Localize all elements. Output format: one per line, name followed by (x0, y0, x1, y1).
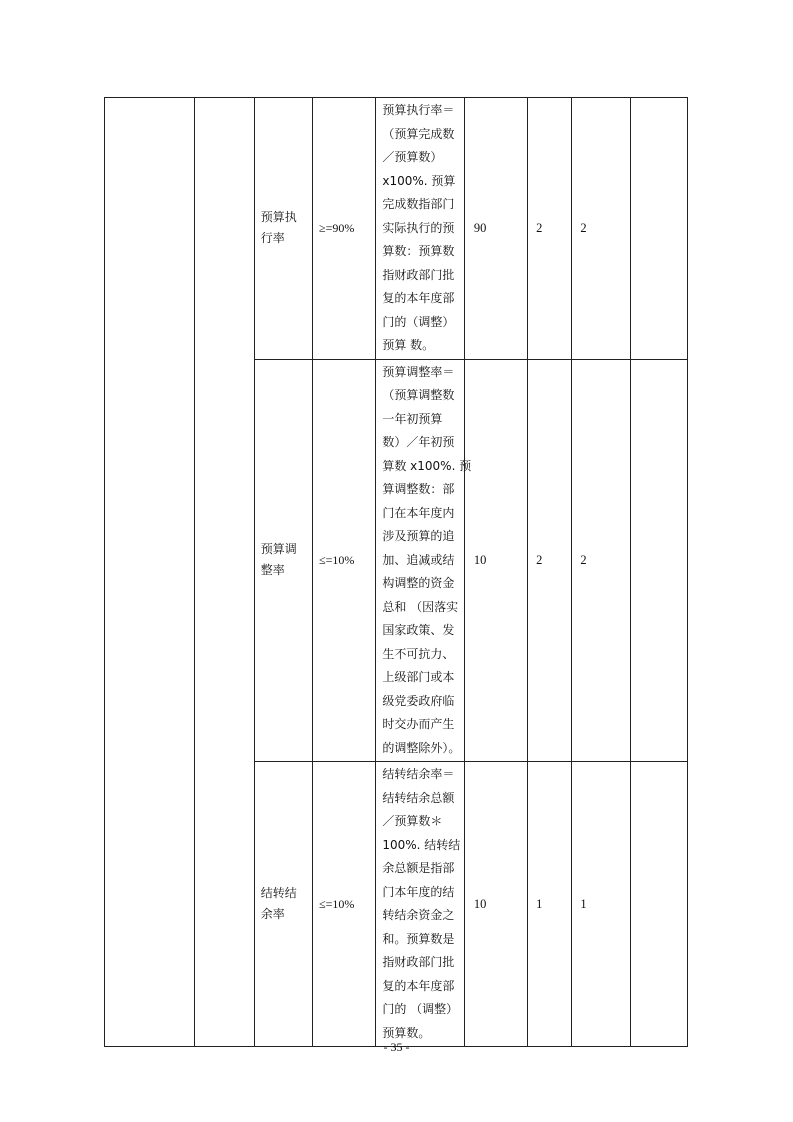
weight-cell: 2 (528, 359, 572, 762)
description-line: x100%. 预算 (382, 173, 456, 188)
description-line: 门的 （调整） (382, 1002, 459, 1016)
description-line: 和。预算数是 (382, 931, 455, 946)
target-value-cell: 10 (464, 359, 527, 762)
description-line: 算数 x100%. 预 (382, 458, 472, 473)
indicator-name-line: 行率 (260, 231, 285, 246)
score-cell: 2 (572, 98, 630, 360)
standard-cell: ≤=10% (313, 762, 376, 1047)
standard-cell: ≥=90% (313, 98, 376, 360)
indicator-name-cell (254, 762, 312, 1047)
description-cell (376, 359, 472, 762)
description-line: 预算数。 (382, 1025, 431, 1040)
first-level-indicator-cell (105, 98, 195, 1047)
description-line: 预算 数。 (382, 338, 435, 352)
standard-cell: ≤=10% (313, 359, 376, 762)
description-line: 余总额是指部 (382, 861, 455, 875)
performance-indicator-table (104, 97, 688, 1047)
description-line: 算数：预算数 (382, 244, 455, 258)
weight-cell: 1 (528, 762, 572, 1047)
weight-cell: 2 (528, 98, 572, 360)
score-cell: 1 (572, 762, 630, 1047)
description-line: 门的（调整） (382, 314, 455, 329)
description-line: 结转结余总额 (382, 790, 455, 805)
description-line: 门在本年度内 (382, 505, 455, 520)
description-line: 构调整的资金 (382, 576, 455, 590)
description-line: 复的本年度部 (382, 978, 455, 993)
description-line: 生不可抗力、 (382, 646, 455, 661)
description-line: 级党委政府临 (382, 693, 455, 708)
description-line: 门本年度的结 (382, 884, 455, 899)
indicator-name-line: 预算执 (260, 210, 297, 225)
description-line: 指财政部门批 (382, 955, 455, 969)
table-row (105, 98, 688, 360)
description-line: 总和 （因落实 (382, 599, 459, 614)
description-line: 转结余资金之 (382, 908, 455, 922)
page-number: - 35 - (383, 1040, 410, 1054)
description-line: 复的本年度部 (382, 291, 455, 305)
description-line: 上级部门或本 (382, 670, 455, 684)
indicator-name-line: 预算调 (260, 542, 297, 557)
indicator-name-line: 结转结 (260, 886, 297, 900)
description-line: 算调整数：部 (382, 482, 455, 496)
description-line: 时交办而产生 (382, 717, 455, 731)
description-line: （预算完成数 (382, 126, 455, 141)
description-line: 加、追减或结 (382, 552, 455, 567)
indicator-name-cell (254, 98, 312, 360)
description-line: 指财政部门批 (382, 267, 455, 282)
indicator-name-line: 整率 (260, 563, 285, 578)
second-level-indicator-cell (195, 98, 254, 1047)
indicator-name-line: 余率 (260, 907, 285, 921)
score-cell: 2 (572, 359, 630, 762)
description-line: 结转结余率＝ (382, 767, 455, 781)
note-cell (630, 762, 687, 1047)
target-value-cell: 10 (464, 762, 527, 1047)
description-line: 100%. 结转结 (382, 837, 461, 852)
description-line: 完成数指部门 (382, 197, 455, 211)
description-line: 预算执行率＝ (382, 103, 455, 117)
description-cell (376, 98, 464, 360)
description-line: ／预算数） (382, 150, 443, 164)
description-line: 数）／年初预 (382, 435, 455, 449)
target-value-cell: 90 (464, 98, 527, 360)
description-cell (376, 762, 464, 1047)
description-line: ／预算数＊ (382, 814, 443, 828)
note-cell (630, 98, 687, 360)
description-line: 的调整除外）。 (382, 740, 461, 755)
description-line: 国家政策、发 (382, 623, 455, 637)
description-line: 一年初预算 (382, 411, 443, 426)
description-line: （预算调整数 (382, 388, 455, 402)
description-line: 实际执行的预 (382, 220, 455, 235)
description-line: 预算调整率＝ (382, 364, 455, 379)
note-cell (630, 359, 687, 762)
indicator-name-cell (254, 359, 312, 762)
description-line: 涉及预算的追 (382, 529, 455, 543)
